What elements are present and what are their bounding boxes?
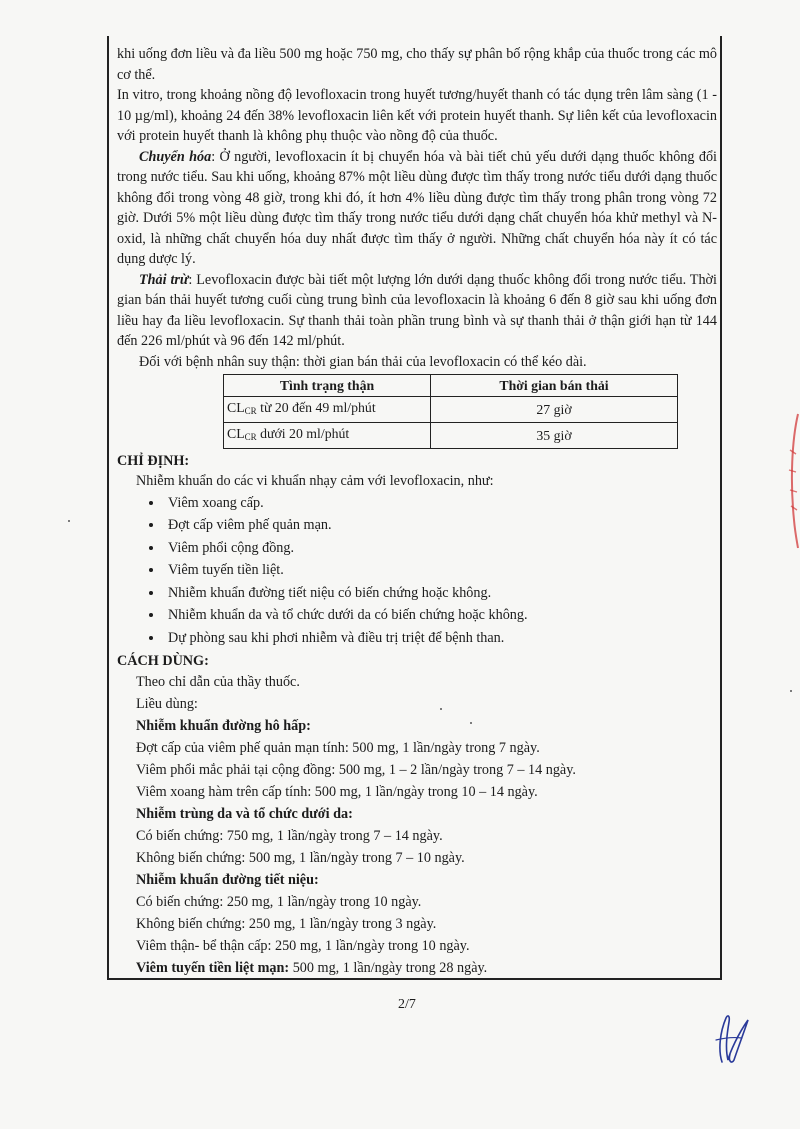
condition-text: từ 20 đến 49 ml/phút	[256, 400, 376, 415]
elimination-label: Thải trừ	[139, 271, 189, 288]
list-item: • Viêm phổi cộng đồng.	[164, 537, 717, 560]
table-cell-value: 35 giờ	[431, 423, 678, 449]
cl-text: CL	[227, 426, 245, 441]
table-header-halflife: Thời gian bán thải	[431, 375, 678, 397]
table-header-renal: Tình trạng thận	[224, 375, 431, 397]
urinary-heading: Nhiễm khuẩn đường tiết niệu:	[136, 872, 319, 888]
indications-intro: Nhiễm khuẩn do các vi khuẩn nhạy cảm với levofloxacin, như:	[136, 473, 494, 489]
dose-line: Viêm phổi mắc phải tại cộng đồng: 500 mg, 1 – 2 lần/ngày trong 7 – 14 ngày.	[136, 762, 576, 778]
list-item: • Viêm xoang cấp.	[164, 492, 717, 515]
skin-heading: Nhiễm trùng da và tổ chức dưới da:	[136, 806, 353, 822]
pk-paragraph-2: In vitro, trong khoảng nồng độ levofloxacin trong huyết tương/huyết thanh có tác dụng trên lâm sàng (1 - 10 µg/ml), khoảng 24 đến 38% levofloxacin liên kết với protein huyết thanh. Sự liên kết của levofloxacin với protein huyết thanh là không phụ thuộc vào nồng độ của thuốc.	[117, 87, 717, 144]
pk-paragraph-1: khi uống đơn liều và đa liều 500 mg hoặc 750 mg, cho thấy sự phân bố rộng khắp của thuốc trong các mô cơ thể.	[117, 46, 717, 83]
scan-speck	[470, 722, 472, 724]
usage-heading: CÁCH DÙNG:	[117, 653, 209, 669]
table-cell-condition	[224, 397, 431, 423]
stamp-fragment	[786, 410, 800, 550]
dose-line: Đợt cấp của viêm phế quản mạn tính: 500 mg, 1 lần/ngày trong 7 ngày.	[136, 740, 540, 756]
scan-speck	[68, 520, 70, 522]
renal-note: Đối với bệnh nhân suy thận: thời gian bán thải của levofloxacin có thể kéo dài.	[139, 353, 587, 370]
table-cell-value: 27 giờ	[431, 397, 678, 423]
condition-text: dưới 20 ml/phút	[256, 426, 350, 441]
prostatitis-label: Viêm tuyến tiền liệt mạn:	[136, 960, 290, 976]
table-row	[224, 397, 678, 423]
list-item: • Nhiễm khuẩn da và tổ chức dưới da có biến chứng hoặc không.	[164, 604, 717, 627]
metabolism-label: Chuyển hóa	[139, 148, 212, 165]
half-life-table	[223, 374, 678, 449]
list-item: • Dự phòng sau khi phơi nhiễm và điều trị triệt để bệnh than.	[164, 627, 717, 650]
usage-line-1: Theo chỉ dẫn của thầy thuốc.	[136, 674, 300, 690]
list-item: • Nhiễm khuẩn đường tiết niệu có biến chứng hoặc không.	[164, 582, 717, 605]
metabolism-text: : Ở người, levofloxacin ít bị chuyển hóa và bài tiết chủ yếu dưới dạng thuốc không đổi trong nước tiểu. Sau khi uống, khoảng 87% một liều dùng được tìm thấy trong nước tiểu dưới dạng thuốc không đổi trong vòng 48 giờ, trong khi đó, ít hơn 4% liều dùng được tìm thấy trong phân trong vòng 72 giờ. Dưới 5% một liều dùng được tìm thấy trong nước tiểu dưới dạng chất chuyển hóa khử methyl và N-oxid, là những chất chuyển hóa duy nhất được tìm thấy ở người. Những chất chuyển hóa này ít có tác dụng dược lý.	[117, 148, 717, 267]
list-item: • Đợt cấp viêm phế quản mạn.	[164, 514, 717, 537]
cr-subscript: CR	[244, 406, 257, 416]
table-row	[224, 423, 678, 449]
table-cell-condition	[224, 423, 431, 449]
dose-line: Có biến chứng: 750 mg, 1 lần/ngày trong 7 – 14 ngày.	[136, 828, 443, 844]
respiratory-heading: Nhiễm khuẩn đường hô hấp:	[136, 718, 311, 734]
signature-mark	[708, 1010, 758, 1066]
prostatitis-line	[117, 957, 717, 979]
elimination-text: : Levofloxacin được bài tiết một lượng lớn dưới dạng thuốc không đổi trong nước tiểu. Thời gian bán thải huyết tương cuối cùng trung bình của levofloxacin là khoảng 6 đến 8 giờ sau khi uống đơn liều hay đa liều levofloxacin. Sự thanh thải toàn phần trung bình và sự thanh thải ở thận giới hạn từ 144 đến 226 ml/phút và 96 đến 142 ml/phút.	[117, 271, 717, 349]
dose-line: Có biến chứng: 250 mg, 1 lần/ngày trong 10 ngày.	[136, 894, 422, 910]
list-item: • Viêm tuyến tiền liệt.	[164, 559, 717, 582]
dose-line: Viêm thận- bể thận cấp: 250 mg, 1 lần/ngày trong 10 ngày.	[136, 938, 470, 954]
scan-speck	[790, 690, 792, 692]
page-number: 2/7	[398, 997, 416, 1012]
cr-subscript: CR	[244, 432, 257, 442]
document-body	[117, 44, 717, 979]
dose-line: Không biến chứng: 500 mg, 1 lần/ngày trong 7 – 10 ngày.	[136, 850, 465, 866]
scan-speck	[440, 708, 442, 710]
dose-line: Viêm xoang hàm trên cấp tính: 500 mg, 1 lần/ngày trong 10 – 14 ngày.	[136, 784, 538, 800]
table-header-row	[224, 375, 678, 397]
metabolism-paragraph	[117, 147, 717, 270]
prostatitis-text: 500 mg, 1 lần/ngày trong 28 ngày.	[289, 960, 488, 976]
cl-text: CL	[227, 400, 245, 415]
indications-heading: CHỈ ĐỊNH:	[117, 453, 190, 469]
elimination-paragraph	[117, 270, 717, 352]
dose-line: Không biến chứng: 250 mg, 1 lần/ngày trong 3 ngày.	[136, 916, 437, 932]
usage-line-2: Liều dùng:	[136, 696, 198, 712]
indications-list	[117, 492, 717, 650]
